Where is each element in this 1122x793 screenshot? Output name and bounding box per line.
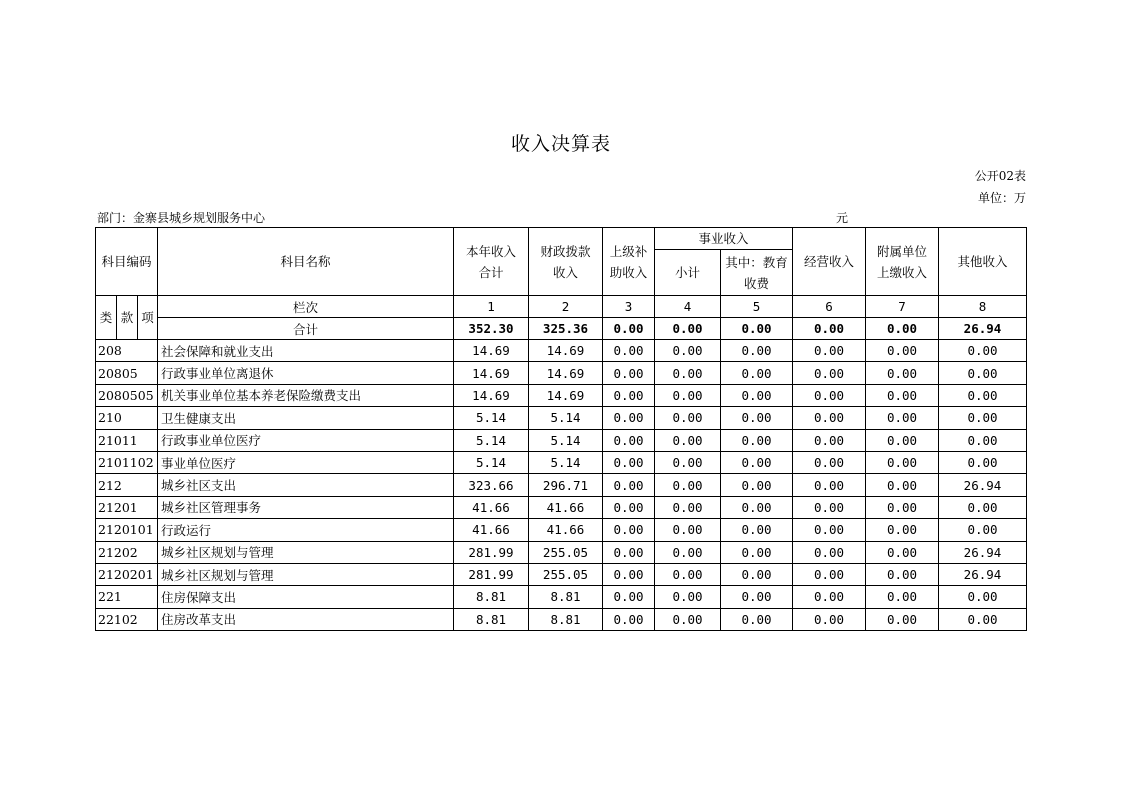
- total-value: 325.36: [529, 318, 603, 340]
- subject-name: 城乡社区规划与管理: [158, 563, 454, 585]
- subject-code: 2080505: [96, 384, 158, 406]
- cell-value: 5.14: [454, 407, 529, 429]
- col-number: 3: [603, 296, 655, 318]
- cell-value: 281.99: [454, 563, 529, 585]
- table-row: [96, 474, 1027, 496]
- subject-name: 城乡社区支出: [158, 474, 454, 496]
- subject-code: 22102: [96, 608, 158, 630]
- subject-code: 2120201: [96, 563, 158, 585]
- total-value: 0.00: [721, 318, 793, 340]
- col-number: 6: [793, 296, 866, 318]
- cell-value: 0.00: [603, 362, 655, 384]
- subject-code: 20805: [96, 362, 158, 384]
- cell-value: 8.81: [529, 586, 603, 608]
- cell-value: 0.00: [721, 474, 793, 496]
- subject-code: 210: [96, 407, 158, 429]
- cell-value: 0.00: [793, 474, 866, 496]
- cell-value: 0.00: [939, 340, 1027, 362]
- cell-value: 0.00: [939, 451, 1027, 473]
- subject-code: 21202: [96, 541, 158, 563]
- cell-value: 5.14: [454, 451, 529, 473]
- cell-value: 41.66: [454, 519, 529, 541]
- cell-value: 255.05: [529, 541, 603, 563]
- total-value: 0.00: [655, 318, 721, 340]
- cell-value: 0.00: [866, 384, 939, 406]
- cell-value: 0.00: [721, 362, 793, 384]
- table-row: [96, 384, 1027, 406]
- cell-value: 8.81: [454, 608, 529, 630]
- table-row: [96, 586, 1027, 608]
- subject-name: 机关事业单位基本养老保险缴费支出: [158, 384, 454, 406]
- header-other: 其他收入: [939, 228, 1027, 296]
- cell-value: 0.00: [721, 340, 793, 362]
- table-row: [96, 407, 1027, 429]
- header-edu-fee: 其中：教育收费: [721, 250, 793, 296]
- unit-suffix: 元: [836, 211, 849, 225]
- cell-value: 323.66: [454, 474, 529, 496]
- cell-value: 296.71: [529, 474, 603, 496]
- subject-code: 2120101: [96, 519, 158, 541]
- cell-value: 14.69: [454, 340, 529, 362]
- cell-value: 0.00: [655, 429, 721, 451]
- cell-value: 0.00: [721, 519, 793, 541]
- cell-value: 14.69: [529, 384, 603, 406]
- cell-value: 0.00: [721, 586, 793, 608]
- table-row: [96, 541, 1027, 563]
- total-value: 352.30: [454, 318, 529, 340]
- cell-value: 0.00: [793, 340, 866, 362]
- table-row: [96, 563, 1027, 585]
- header-lei: 类: [96, 296, 117, 340]
- cell-value: 5.14: [454, 429, 529, 451]
- header-subject-name: 科目名称: [158, 228, 454, 296]
- cell-value: 0.00: [655, 519, 721, 541]
- table-row: [96, 429, 1027, 451]
- cell-value: 0.00: [603, 586, 655, 608]
- cell-value: 0.00: [603, 608, 655, 630]
- subject-code: 208: [96, 340, 158, 362]
- header-subject-code: 科目编码: [96, 228, 158, 296]
- cell-value: 5.14: [529, 429, 603, 451]
- cell-value: 0.00: [655, 474, 721, 496]
- table-row: [96, 496, 1027, 518]
- table-row: [96, 362, 1027, 384]
- header-business: 事业收入: [655, 228, 793, 250]
- cell-value: 41.66: [529, 519, 603, 541]
- cell-value: 0.00: [603, 384, 655, 406]
- col-number: 7: [866, 296, 939, 318]
- cell-value: 0.00: [721, 384, 793, 406]
- col-number: 4: [655, 296, 721, 318]
- cell-value: 26.94: [939, 474, 1027, 496]
- cell-value: 0.00: [866, 563, 939, 585]
- cell-value: 0.00: [603, 451, 655, 473]
- header-superior: 上级补助收入: [603, 228, 655, 296]
- col-number: 5: [721, 296, 793, 318]
- cell-value: 0.00: [939, 608, 1027, 630]
- cell-value: 281.99: [454, 541, 529, 563]
- cell-value: 14.69: [529, 340, 603, 362]
- cell-value: 5.14: [529, 451, 603, 473]
- header-kuan: 款: [117, 296, 138, 340]
- total-value: 0.00: [793, 318, 866, 340]
- total-value: 0.00: [866, 318, 939, 340]
- subject-name: 行政事业单位离退休: [158, 362, 454, 384]
- form-number: 公开02表: [974, 169, 1026, 183]
- cell-value: 0.00: [866, 519, 939, 541]
- cell-value: 0.00: [939, 519, 1027, 541]
- cell-value: 0.00: [655, 384, 721, 406]
- cell-value: 8.81: [529, 608, 603, 630]
- cell-value: 14.69: [454, 362, 529, 384]
- cell-value: 0.00: [866, 496, 939, 518]
- table-row: [96, 519, 1027, 541]
- cell-value: 255.05: [529, 563, 603, 585]
- cell-value: 0.00: [655, 407, 721, 429]
- cell-value: 0.00: [793, 608, 866, 630]
- cell-value: 0.00: [866, 362, 939, 384]
- cell-value: 26.94: [939, 541, 1027, 563]
- cell-value: 0.00: [721, 407, 793, 429]
- header-subtotal: 小计: [655, 250, 721, 296]
- header-operating: 经营收入: [793, 228, 866, 296]
- header-xiang: 项: [138, 296, 158, 340]
- cell-value: 0.00: [866, 541, 939, 563]
- header-affiliate: 附属单位上缴收入: [866, 228, 939, 296]
- subject-code: 21011: [96, 429, 158, 451]
- cell-value: 0.00: [603, 519, 655, 541]
- header-column-index: 栏次: [158, 296, 454, 318]
- cell-value: 0.00: [939, 496, 1027, 518]
- cell-value: 41.66: [529, 496, 603, 518]
- table-row: [96, 340, 1027, 362]
- cell-value: 0.00: [603, 541, 655, 563]
- cell-value: 0.00: [793, 496, 866, 518]
- cell-value: 0.00: [793, 384, 866, 406]
- cell-value: 14.69: [454, 384, 529, 406]
- cell-value: 0.00: [721, 608, 793, 630]
- department-label: 部门：金寨县城乡规划服务中心: [97, 211, 266, 225]
- cell-value: 0.00: [793, 451, 866, 473]
- subject-name: 城乡社区规划与管理: [158, 541, 454, 563]
- total-label: 合计: [158, 318, 454, 340]
- subject-name: 行政运行: [158, 519, 454, 541]
- cell-value: 0.00: [939, 384, 1027, 406]
- cell-value: 0.00: [603, 407, 655, 429]
- cell-value: 0.00: [866, 608, 939, 630]
- cell-value: 0.00: [655, 541, 721, 563]
- col-number: 1: [454, 296, 529, 318]
- cell-value: 0.00: [793, 586, 866, 608]
- cell-value: 0.00: [939, 407, 1027, 429]
- cell-value: 0.00: [866, 451, 939, 473]
- cell-value: 8.81: [454, 586, 529, 608]
- subject-code: 2101102: [96, 451, 158, 473]
- subject-code: 221: [96, 586, 158, 608]
- cell-value: 0.00: [655, 451, 721, 473]
- subject-name: 卫生健康支出: [158, 407, 454, 429]
- cell-value: 0.00: [721, 496, 793, 518]
- cell-value: 0.00: [603, 340, 655, 362]
- cell-value: 0.00: [866, 429, 939, 451]
- subject-name: 住房保障支出: [158, 586, 454, 608]
- cell-value: 0.00: [866, 474, 939, 496]
- cell-value: 0.00: [793, 519, 866, 541]
- cell-value: 0.00: [939, 429, 1027, 451]
- cell-value: 0.00: [793, 362, 866, 384]
- header-fiscal: 财政拨款收入: [529, 228, 603, 296]
- subject-name: 事业单位医疗: [158, 451, 454, 473]
- subject-name: 社会保障和就业支出: [158, 340, 454, 362]
- cell-value: 0.00: [866, 340, 939, 362]
- cell-value: 0.00: [721, 563, 793, 585]
- cell-value: 0.00: [655, 362, 721, 384]
- cell-value: 26.94: [939, 563, 1027, 585]
- subject-name: 住房改革支出: [158, 608, 454, 630]
- total-value: 0.00: [603, 318, 655, 340]
- cell-value: 0.00: [939, 362, 1027, 384]
- cell-value: 0.00: [721, 451, 793, 473]
- cell-value: 0.00: [603, 429, 655, 451]
- subject-code: 212: [96, 474, 158, 496]
- cell-value: 0.00: [603, 563, 655, 585]
- cell-value: 0.00: [721, 429, 793, 451]
- income-table: [95, 227, 1027, 631]
- cell-value: 0.00: [655, 563, 721, 585]
- subject-name: 行政事业单位医疗: [158, 429, 454, 451]
- cell-value: 0.00: [603, 474, 655, 496]
- cell-value: 0.00: [793, 429, 866, 451]
- cell-value: 14.69: [529, 362, 603, 384]
- cell-value: 0.00: [603, 496, 655, 518]
- cell-value: 0.00: [866, 586, 939, 608]
- cell-value: 0.00: [939, 586, 1027, 608]
- total-value: 26.94: [939, 318, 1027, 340]
- table-row: [96, 608, 1027, 630]
- cell-value: 0.00: [793, 563, 866, 585]
- col-number: 2: [529, 296, 603, 318]
- cell-value: 0.00: [655, 586, 721, 608]
- cell-value: 0.00: [721, 541, 793, 563]
- unit-label: 单位：万: [977, 191, 1026, 205]
- cell-value: 0.00: [793, 407, 866, 429]
- cell-value: 0.00: [793, 541, 866, 563]
- cell-value: 0.00: [655, 340, 721, 362]
- table-row: [96, 451, 1027, 473]
- cell-value: 0.00: [655, 496, 721, 518]
- cell-value: 0.00: [866, 407, 939, 429]
- page-title: 收入决算表: [510, 133, 611, 155]
- subject-code: 21201: [96, 496, 158, 518]
- subject-name: 城乡社区管理事务: [158, 496, 454, 518]
- cell-value: 0.00: [655, 608, 721, 630]
- cell-value: 5.14: [529, 407, 603, 429]
- header-total-income: 本年收入合计: [454, 228, 529, 296]
- col-number: 8: [939, 296, 1027, 318]
- cell-value: 41.66: [454, 496, 529, 518]
- total-row: [96, 318, 1027, 340]
